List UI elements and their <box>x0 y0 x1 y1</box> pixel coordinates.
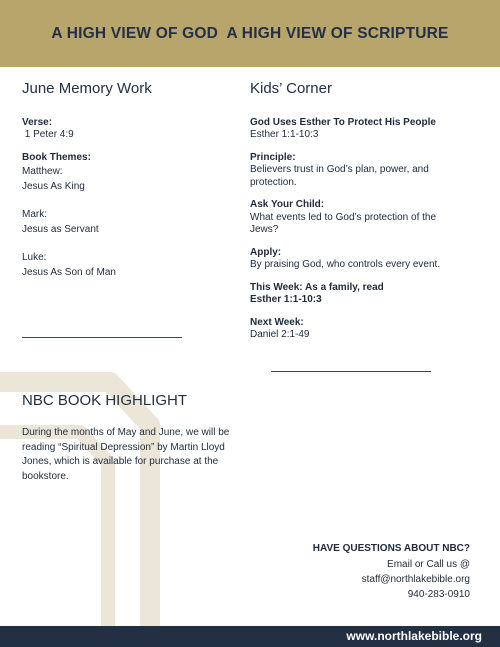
kids-corner-title: Kids’ Corner <box>250 80 332 97</box>
theme-name: Jesus As Son of Man <box>22 266 116 278</box>
theme-name: Jesus As King <box>22 180 85 192</box>
page-title: A HIGH VIEW OF GOD A HIGH VIEW OF SCRIPTURE <box>51 24 449 42</box>
contact-phone[interactable]: 940-283-0910 <box>407 589 470 600</box>
book-highlight-text: During the months of May and June, we will be reading “Spiritual Depression” by Martin Lloyd Jones, which is available for purchase at the bookstore. <box>22 427 230 482</box>
this-week-label: This Week: As a family, read <box>250 281 384 293</box>
right-divider <box>271 371 431 372</box>
contact-email[interactable]: staff@northlakebible.org <box>361 574 470 585</box>
book-highlight-title: NBC BOOK HIGHLIGHT <box>22 392 188 409</box>
memory-work-title: June Memory Work <box>22 80 152 97</box>
website-link[interactable]: www.northlakebible.org <box>346 629 482 643</box>
apply-text: By praising God, who controls every event. <box>250 259 441 270</box>
ask-your-child-text: What events led to God’s protection of the Jews? <box>250 211 437 235</box>
principle-text: Believers trust in God’s plan, power, and protection. <box>250 164 429 188</box>
ask-your-child-label: Ask Your Child: <box>250 199 325 210</box>
next-week-reference: Daniel 2:1-49 <box>250 329 310 340</box>
contact-heading: HAVE QUESTIONS ABOUT NBC? <box>312 543 470 554</box>
lesson-reference: Esther 1:1-10:3 <box>250 129 319 140</box>
next-week-label: Next Week: <box>250 316 304 328</box>
book-themes-label: Book Themes: <box>22 151 91 163</box>
verse-value: 1 Peter 4:9 <box>22 129 74 140</box>
apply-label: Apply: <box>250 246 282 258</box>
header-banner <box>0 0 500 67</box>
this-week-reference: Esther 1:1-10:3 <box>250 294 322 305</box>
verse-label: Verse: <box>22 116 53 128</box>
theme-name: Jesus as Servant <box>22 223 99 235</box>
left-divider <box>22 337 182 338</box>
footer-bar <box>0 626 500 647</box>
contact-line: Email or Call us @ <box>387 559 470 570</box>
principle-label: Principle: <box>250 151 296 163</box>
lesson-title: God Uses Esther To Protect His People <box>250 116 436 128</box>
memory-work-section <box>22 80 222 289</box>
kids-corner-section <box>250 80 460 352</box>
contact-block <box>313 541 470 602</box>
theme-book: Matthew: <box>22 166 63 177</box>
decorative-bracket-graphic <box>0 370 190 630</box>
theme-book: Luke: <box>22 252 47 263</box>
theme-book: Mark: <box>22 209 47 220</box>
